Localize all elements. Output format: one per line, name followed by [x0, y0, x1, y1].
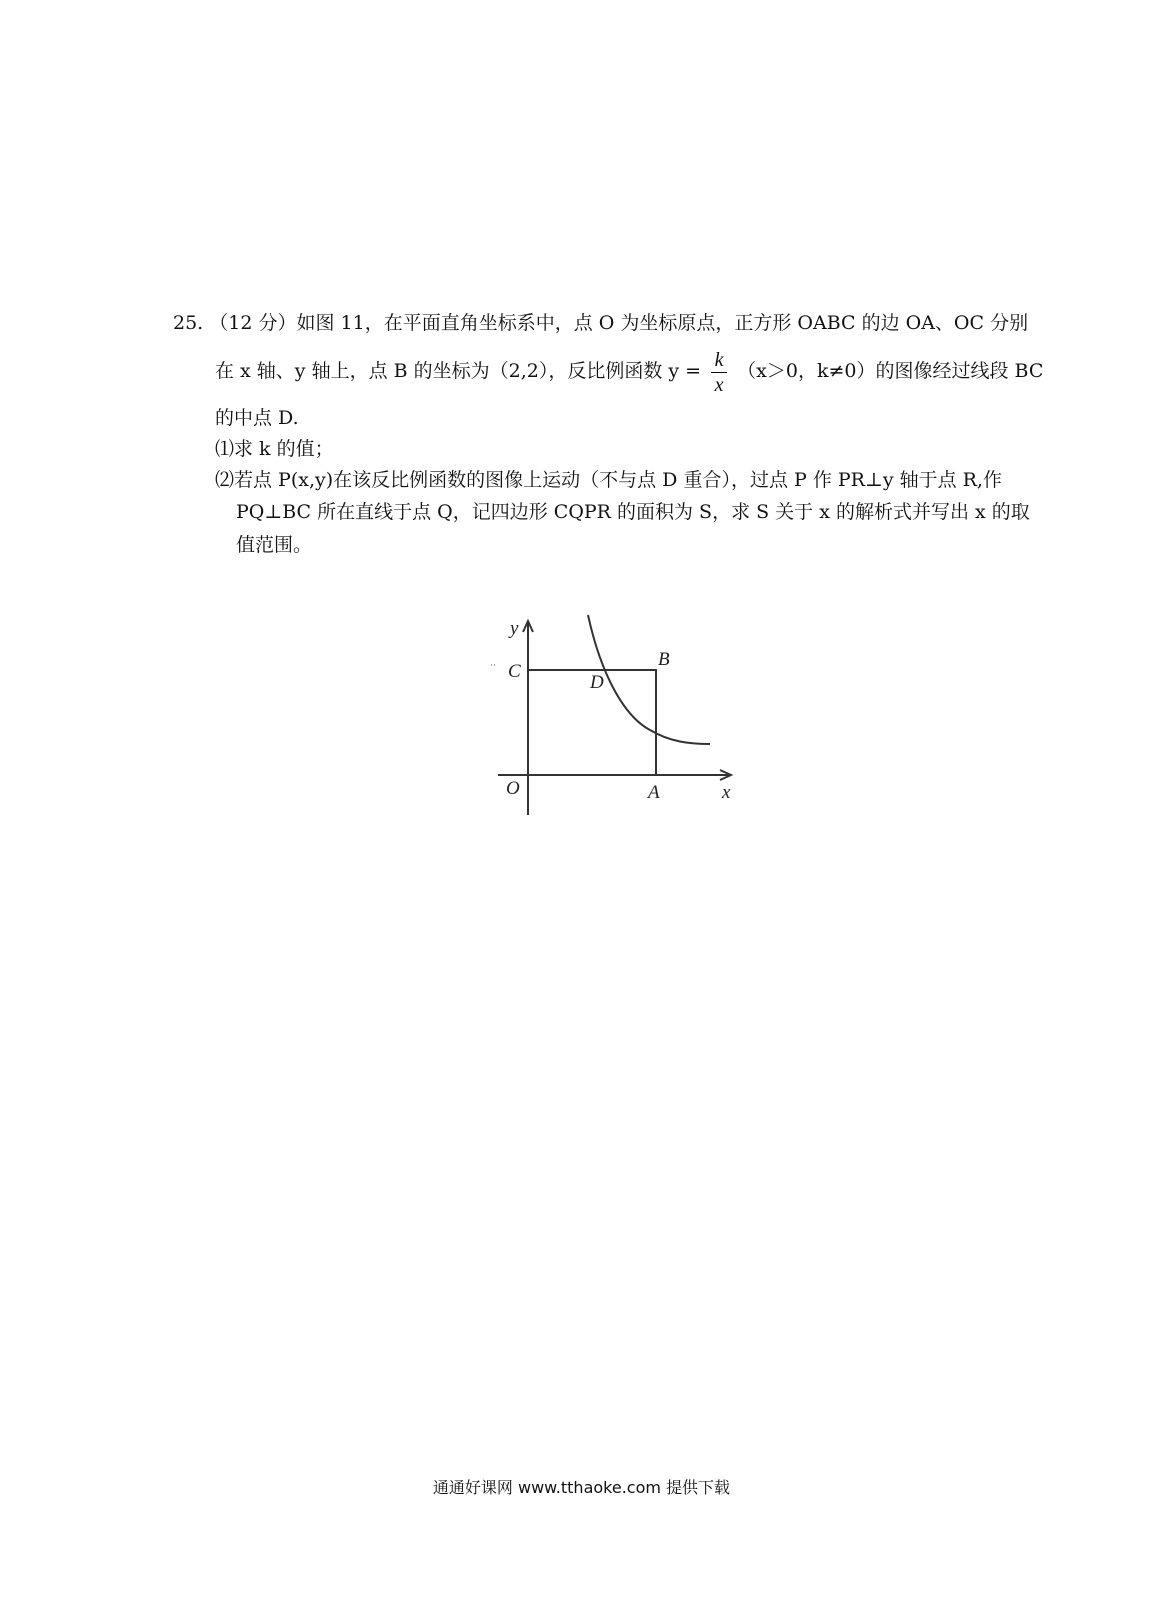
fraction-numerator: k	[714, 348, 724, 371]
label-c: C	[508, 661, 521, 682]
fraction-k-over-x	[711, 348, 727, 397]
problem-number: 25.	[173, 312, 204, 334]
label-b: B	[658, 649, 670, 670]
problem-line-2	[215, 343, 1043, 399]
fraction-denominator: x	[714, 373, 724, 396]
label-d: D	[590, 672, 604, 693]
label-a: A	[648, 782, 660, 803]
label-y: y	[510, 618, 519, 639]
question-2-line-1: ⑵若点 P(x,y)在该反比例函数的图像上运动（不与点 D 重合），过点 P 作 PR⊥y 轴于点 R,作	[215, 469, 1002, 491]
problem-intro: （12 分）如图 11，在平面直角坐标系中，点 O 为坐标原点，正方形 OABC 的边 OA、OC 分别	[209, 312, 1029, 334]
problem-line-2-before: 在 x 轴、y 轴上，点 B 的坐标为（2,2），反比例函数 y =	[215, 360, 702, 382]
question-2-line-3: 值范围。	[236, 534, 313, 556]
label-origin: O	[506, 778, 520, 799]
hyperbola-curve	[588, 615, 710, 744]
question-2-line-2: PQ⊥BC 所在直线于点 Q，记四边形 CQPR 的面积为 S，求 S 关于 x 的解析式并写出 x 的取	[236, 501, 1030, 523]
figure-11	[490, 610, 750, 835]
problem-line-3: 的中点 D.	[215, 407, 299, 429]
question-1: ⑴求 k 的值；	[215, 438, 334, 460]
problem-line-2-after: （x＞0，k≠0）的图像经过线段 BC	[737, 360, 1044, 382]
coordinate-figure	[490, 610, 750, 835]
footer-source: 通通好课网 www.tthaoke.com 提供下载	[432, 1478, 731, 1497]
problem-line-1	[173, 310, 1028, 336]
label-x: x	[722, 782, 731, 803]
